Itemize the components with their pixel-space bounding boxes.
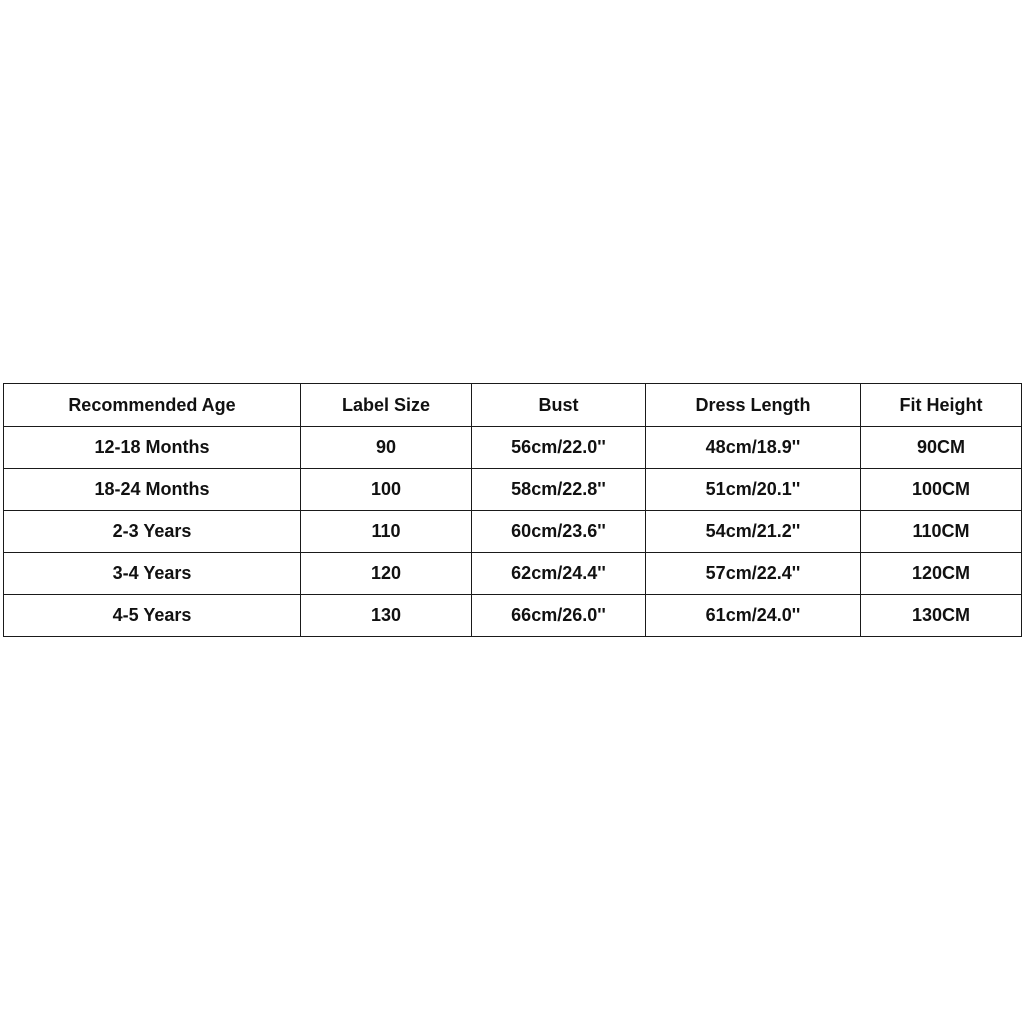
table-row xyxy=(4,553,1022,595)
cell-bust: 60cm/23.6'' xyxy=(472,511,646,553)
table-row xyxy=(4,511,1022,553)
cell-recommended-age: 2-3 Years xyxy=(4,511,301,553)
header-dress-length: Dress Length xyxy=(646,384,861,427)
cell-dress-length: 61cm/24.0'' xyxy=(646,595,861,637)
cell-dress-length: 54cm/21.2'' xyxy=(646,511,861,553)
cell-fit-height: 100CM xyxy=(861,469,1022,511)
header-label-size: Label Size xyxy=(301,384,472,427)
cell-recommended-age: 3-4 Years xyxy=(4,553,301,595)
table-row xyxy=(4,595,1022,637)
header-fit-height: Fit Height xyxy=(861,384,1022,427)
cell-fit-height: 130CM xyxy=(861,595,1022,637)
cell-fit-height: 110CM xyxy=(861,511,1022,553)
cell-dress-length: 57cm/22.4'' xyxy=(646,553,861,595)
cell-fit-height: 90CM xyxy=(861,427,1022,469)
cell-bust: 58cm/22.8'' xyxy=(472,469,646,511)
cell-label-size: 130 xyxy=(301,595,472,637)
cell-label-size: 90 xyxy=(301,427,472,469)
cell-label-size: 120 xyxy=(301,553,472,595)
table-row xyxy=(4,427,1022,469)
table-header-row xyxy=(4,384,1022,427)
cell-recommended-age: 12-18 Months xyxy=(4,427,301,469)
cell-dress-length: 48cm/18.9'' xyxy=(646,427,861,469)
table-row xyxy=(4,469,1022,511)
cell-fit-height: 120CM xyxy=(861,553,1022,595)
header-bust: Bust xyxy=(472,384,646,427)
cell-bust: 66cm/26.0'' xyxy=(472,595,646,637)
header-recommended-age: Recommended Age xyxy=(4,384,301,427)
cell-dress-length: 51cm/20.1'' xyxy=(646,469,861,511)
cell-recommended-age: 4-5 Years xyxy=(4,595,301,637)
cell-bust: 62cm/24.4'' xyxy=(472,553,646,595)
cell-label-size: 100 xyxy=(301,469,472,511)
cell-label-size: 110 xyxy=(301,511,472,553)
cell-bust: 56cm/22.0'' xyxy=(472,427,646,469)
cell-recommended-age: 18-24 Months xyxy=(4,469,301,511)
size-chart-table xyxy=(3,383,1022,637)
